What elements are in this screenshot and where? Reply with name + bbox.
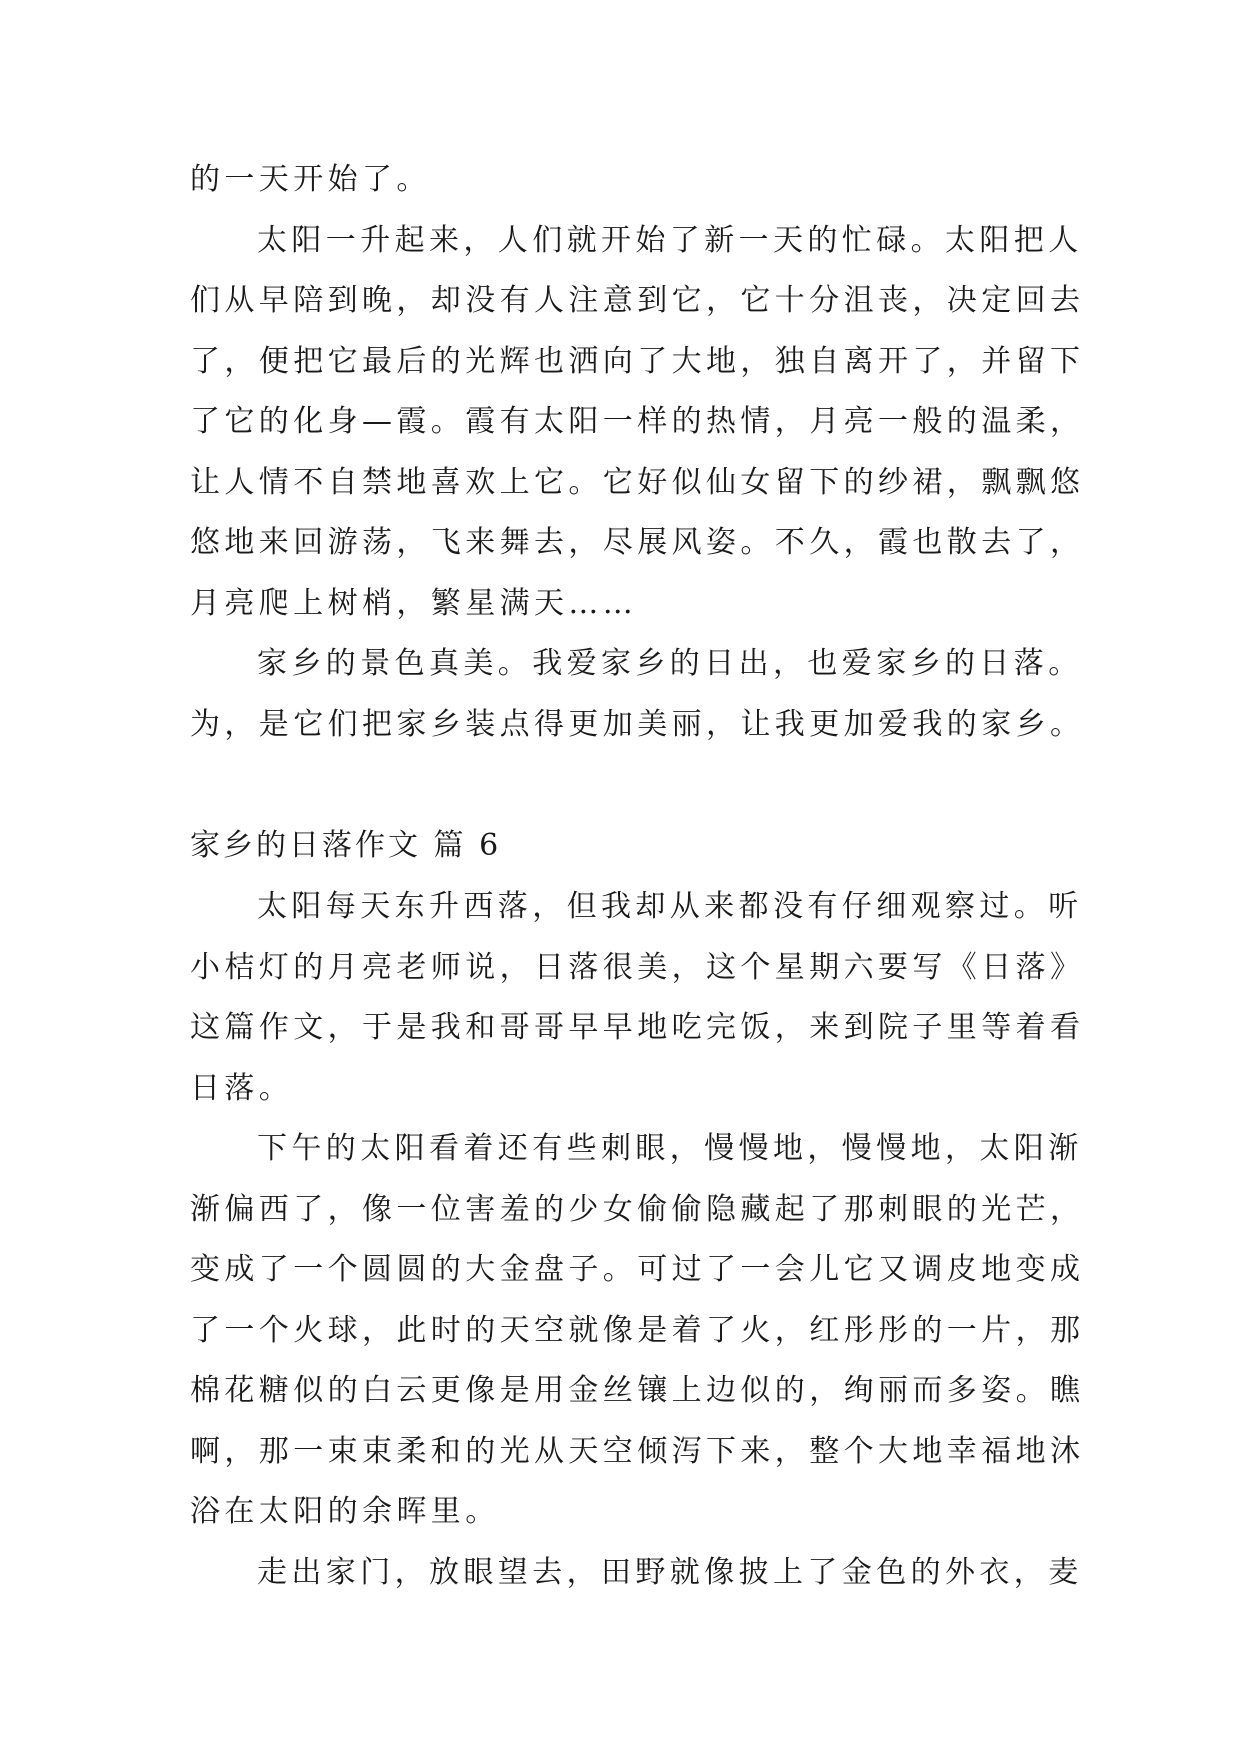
text-line: 们从早陪到晚，却没有人注意到它，它十分沮丧，决定回去 — [190, 283, 1085, 318]
text-line: 家乡的景色真美。我爱家乡的日出，也爱家乡的日落。 — [257, 646, 1083, 681]
text-line: 下午的太阳看着还有些刺眼，慢慢地，慢慢地，太阳渐 — [257, 1131, 1083, 1166]
text-line: 了一个火球，此时的天空就像是着了火，红彤彤的一片，那 — [190, 1312, 1085, 1348]
text-line: 小桔灯的月亮老师说，日落很美，这个星期六要写《日落》 — [190, 949, 1085, 985]
text-line: 悠地来回游荡，飞来舞去，尽展风姿。不久，霞也散去了， — [190, 525, 1085, 560]
text-line: 浴在太阳的余晖里。 — [190, 1494, 500, 1529]
text-line: 啊，那一束束柔和的光从天空倾泻下来，整个大地幸福地沐 — [190, 1433, 1085, 1469]
section-gap — [190, 755, 1070, 815]
text-line: 太阳一升起来，人们就开始了新一天的忙碌。太阳把人 — [257, 222, 1083, 258]
text-line: 这篇作文，于是我和哥哥早早地吃完饭，来到院子里等着看 — [190, 1010, 1085, 1045]
text-line: 渐偏西了，像一位害羞的少女偷偷隐藏起了那刺眼的光芒， — [190, 1191, 1085, 1227]
section-heading: 家乡的日落作文 篇 6 — [190, 828, 502, 863]
text-line: 太阳每天东升西落，但我却从来都没有仔细观察过。听 — [257, 889, 1083, 924]
text-line: 走出家门，放眼望去，田野就像披上了金色的外衣，麦 — [257, 1554, 1083, 1590]
text-line: 让人情不自禁地喜欢上它。它好似仙女留下的纱裙，飘飘悠 — [190, 464, 1085, 500]
text-line: 为，是它们把家乡装点得更加美丽，让我更加爱我的家乡。 — [190, 706, 1085, 742]
text-line: 的一天开始了。 — [190, 162, 431, 197]
text-line: 日落。 — [190, 1070, 294, 1106]
text-line: 了它的化身—霞。霞有太阳一样的热情，月亮一般的温柔， — [190, 404, 1085, 439]
text-line: 月亮爬上树梢，繁星满天…… — [190, 585, 638, 621]
document-page — [190, 150, 1085, 1603]
text-line: 了，便把它最后的光辉也洒向了大地，独自离开了，并留下 — [190, 343, 1085, 379]
text-line: 变成了一个圆圆的大金盘子。可过了一会儿它又调皮地变成 — [190, 1252, 1085, 1287]
text-line: 棉花糖似的白云更像是用金丝镶上边似的，绚丽而多姿。瞧 — [190, 1373, 1085, 1408]
